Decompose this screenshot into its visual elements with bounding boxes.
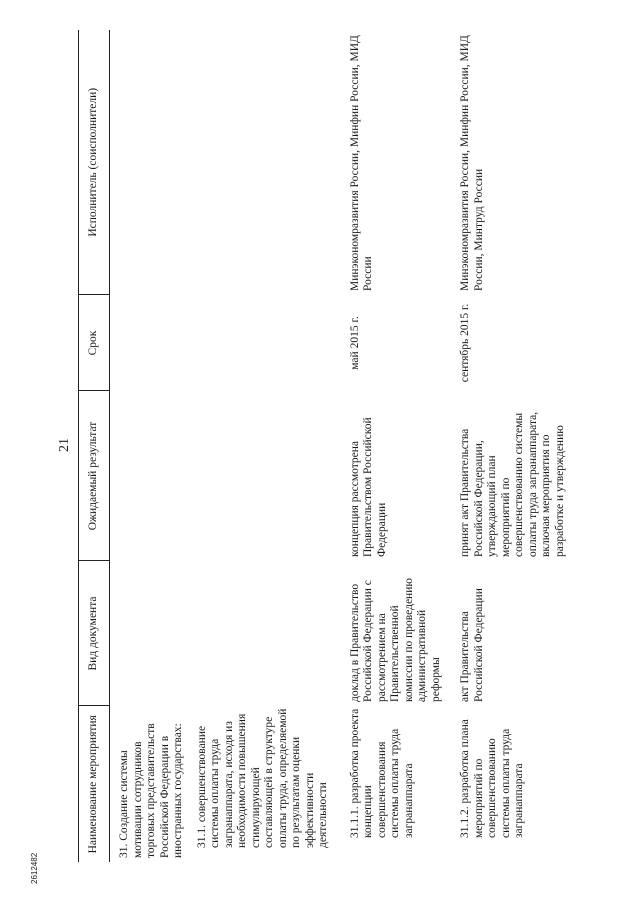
measures-table (78, 30, 567, 862)
table-body (110, 30, 568, 862)
document-code: 2612482 (30, 852, 39, 884)
measure-31-1-2-text: 31.1.2. разработка плана мероприятий по совершенствованию системы оплаты труда загранаппарата (459, 719, 525, 838)
row-31-1-1-executor: Минэкономразвития России, Минфин России, МИД России (348, 35, 374, 291)
table-row (110, 30, 186, 862)
row-31-name (110, 30, 186, 862)
row-31-1-1-doc: доклад в Правительство Российской Федерации с рассмотрением на Правительственной комиссии по проведению административной реформы (348, 578, 442, 702)
document-table-rotated (78, 30, 598, 862)
row-31-1-2-executor: Минэкономразвития России, Минфин России, МИД России, Минтруд России (459, 35, 485, 291)
row-31-1-executor (186, 30, 331, 295)
page-number: 21 (57, 438, 72, 452)
table-row (186, 30, 331, 862)
row-31-1-2-result: принят акт Правительства Российской Федерации, утверждающий план мероприятий по совершенствованию системы оплаты труда загранаппарата, включая мероприятия по разработке и утверждению (459, 411, 566, 557)
table-row (443, 30, 567, 862)
row-31-1-1-term: май 2015 г. (348, 316, 361, 370)
header-expected-result: Ожидаемый результат (79, 391, 110, 561)
measure-31-text: 31. Создание системы мотивации сотрудников торговых представительств Российской Федерации в иностранных государствах: (118, 723, 184, 858)
row-31-1-2-doc: акт Правительства Российской Федерации (459, 588, 485, 702)
table-row (331, 30, 444, 862)
header-term: Срок (79, 295, 110, 391)
row-31-1-1-result: концепция рассмотрена Правительством Российской Федерации (348, 417, 388, 557)
header-measure-name: Наименование мероприятия (79, 706, 110, 862)
row-31-1-result (186, 391, 331, 561)
row-31-1-2-term: сентябрь 2015 г. (459, 303, 471, 383)
row-31-1-term (186, 295, 331, 391)
header-executor: Исполнитель (соисполнители) (79, 30, 110, 295)
measure-31-1-1-text: 31.1.1. разработка проекта концепции совершенствования системы оплаты труда загранаппарата (348, 708, 415, 838)
row-31-1-doc (186, 561, 331, 706)
table-header (79, 30, 110, 862)
measure-31-1-text: 31.1. совершенствование системы оплаты труда загранаппарата, исходя из необходимости повышения стимулирующей составляющей в структуре оплаты труда, определяемой по результатам оценки эффективности деятельности (195, 708, 329, 848)
header-document-type: Вид документа (79, 561, 110, 706)
